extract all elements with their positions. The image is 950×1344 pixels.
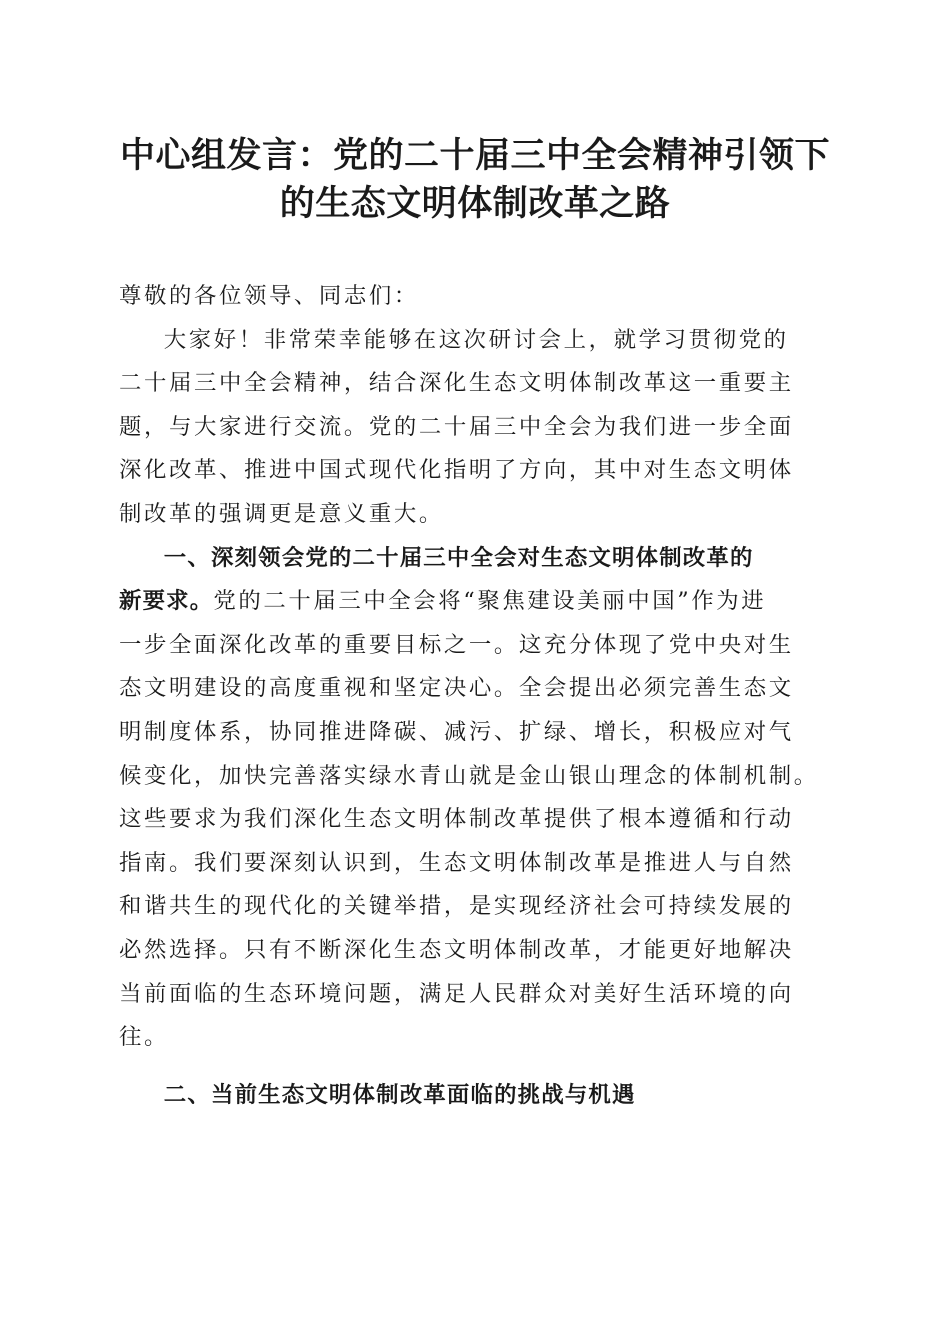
text-line: 当前面临的生态环境问题，满足人民群众对美好生活环境的向 [119,980,794,1007]
title-line-1: 中心组发言：党的二十届三中全会精神引领下 [119,136,830,176]
salutation: 尊敬的各位领导、同志们： [119,283,419,309]
text-line: 题，与大家进行交流。党的二十届三中全会为我们进一步全面 [119,413,794,440]
text-line: 和谐共生的现代化的关键举措，是实现经济社会可持续发展的 [119,893,794,920]
section-2-heading: 二、当前生态文明体制改革面临的挑战与机遇 [163,1081,636,1108]
text-line: 明制度体系，协同推进降碳、减污、扩绿、增长，积极应对气 [119,718,794,745]
text-line: 指南。我们要深刻认识到，生态文明体制改革是推进人与自然 [119,849,794,876]
text-line: 二十届三中全会精神，结合深化生态文明体制改革这一重要主 [119,370,794,397]
page-title [100,132,850,228]
text-line: 一步全面深化改革的重要目标之一。这充分体现了党中央对生 [119,631,794,658]
document-body [119,275,824,1117]
text-line: 必然选择。只有不断深化生态文明体制改革，才能更好地解决 [119,936,794,963]
text-line: 深化改革、推进中国式现代化指明了方向，其中对生态文明体 [119,457,794,484]
title-line-2: 的生态文明体制改革之路 [279,184,671,224]
section-1-paragraph [119,537,824,1060]
intro-paragraph [119,319,824,537]
text-line: 大家好！非常荣幸能够在这次研讨会上，就学习贯彻党的 [163,326,789,353]
text-line: 候变化，加快完善落实绿水青山就是金山银山理念的体制机制。 [119,762,819,789]
section-1-heading-end: 新要求。 [119,588,214,615]
text-line: 往。 [119,1024,169,1051]
text-line: 态文明建设的高度重视和坚定决心。全会提出必须完善生态文 [119,675,794,702]
text-line: 这些要求为我们深化生态文明体制改革提供了根本遵循和行动 [119,806,794,833]
section-1-heading: 一、深刻领会党的二十届三中全会对生态文明体制改革的 [163,544,754,571]
text-line [119,580,824,624]
text-line: 制改革的强调更是意义重大。 [119,500,444,527]
section-1-text-start: 党的二十届三中全会将“聚焦建设美丽中国”作为进 [213,588,767,615]
